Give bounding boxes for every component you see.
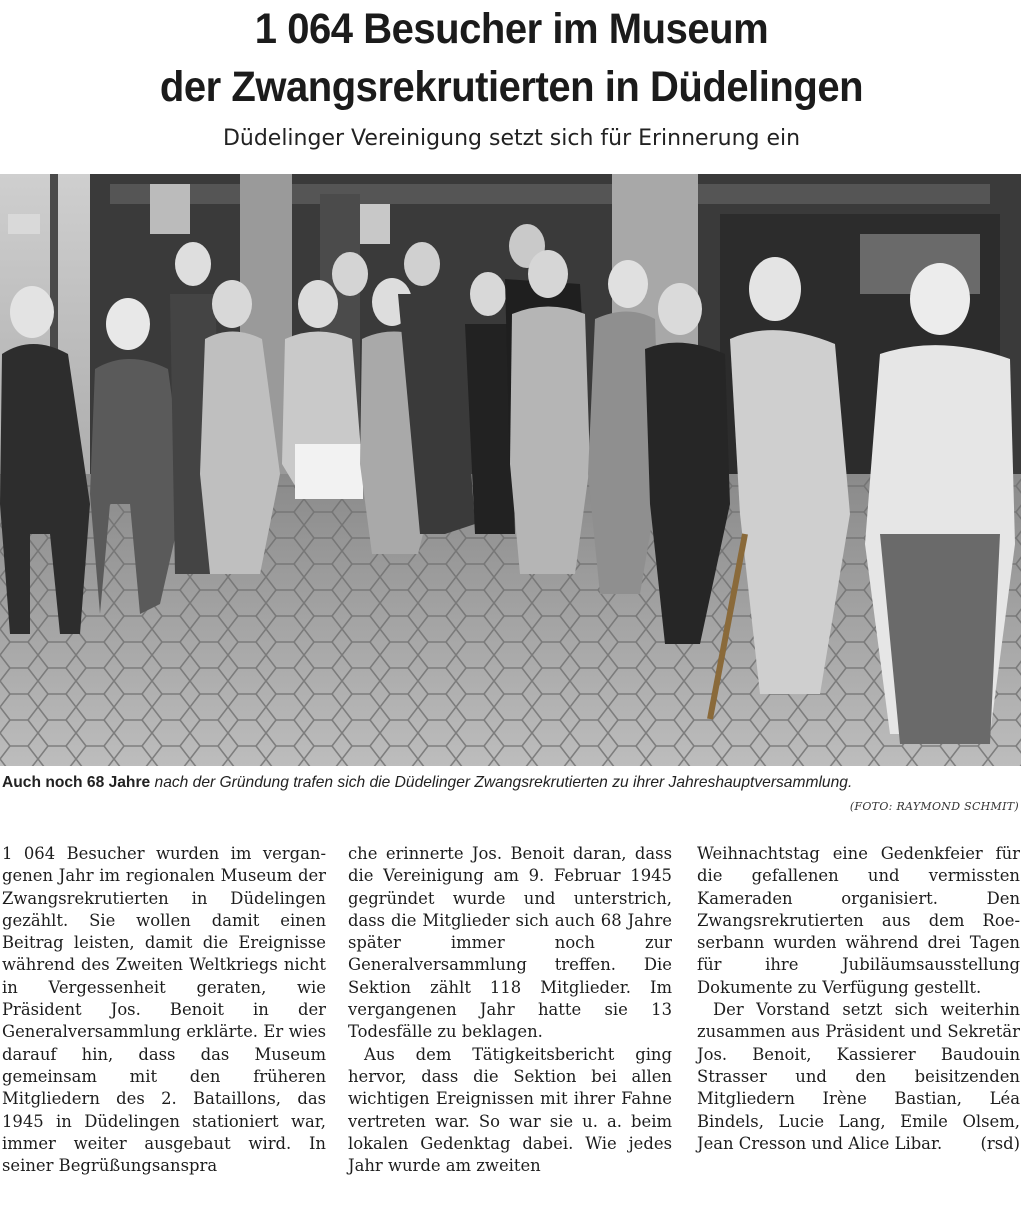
body-paragraph: 1 064 Besucher wurden im vergangenen Jahr im regionalen Museum der Zwangsrekrutierten in Düdelingen gezählt. Sie wollen damit einen Beitrag leisten, damit die Ereignisse während des Zweiten Weltkriegs nicht in Vergessenheit geraten, wie Präsident Jos. Benoit in der Generalversammlung erklärte. Er wies darauf hin, dass das Museum gemeinsam mit den früheren Mitgliedern des 2. Bataillons, das 1945 in Düdelingen stationiert war, immer weiter ausgebaut wird. In seiner Begrüßungsanspra	[2, 844, 326, 1176]
group-photo	[0, 174, 1021, 766]
caption-text: nach der Gründung trafen sich die Düdelinger Zwangsrekrutierten zu ihrer Jahreshauptversammlung.	[150, 774, 853, 791]
group-photo-illustration	[0, 174, 1021, 766]
body-paragraph: che erinnerte Jos. Benoit daran, dass die Vereinigung am 9. Februar 1945 gegründet wurde und unterstrich, dass die Mitglieder sich auch 68 Jahre später immer noch zur Generalversammlung treffen. Die Sektion zählt 118 Mitglieder. Im vergangenen Jahr hatte sie 13 Todesfälle zu beklagen.	[348, 844, 672, 1042]
author-signature: (rsd)	[980, 1133, 1020, 1153]
article-column-2	[348, 843, 672, 1177]
body-paragraph-text: Der Vorstand setzt sich weiterhin zusammen aus Präsident und Sekretär Jos. Benoit, Kassierer Baudouin Strasser und den beisitzenden Mitgliedern Irène Bastian, Léa Bindels, Lucie Lang, Emile Olsem, Jean Cresson und Alice Libar.	[697, 1000, 1020, 1153]
photo-credit: (FOTO: RAYMOND SCHMIT)	[849, 800, 1019, 813]
photo-caption	[2, 772, 1020, 793]
headline-line-1: 1 064 Besucher im Museum	[254, 5, 769, 53]
body-paragraph: Aus dem Tätigkeitsbericht ging hervor, dass die Sektion bei allen wichtigen Ereignissen mit ihrer Fahne vertreten war. So war sie u. a. beim lokalen Gedenktag dabei. Wie jedes Jahr wurde am zweiten	[348, 1044, 672, 1176]
article-column-1	[2, 843, 326, 1177]
headline-line-2: der Zwangsrekrutierten in Düdelingen	[159, 63, 864, 111]
article-column-3	[697, 843, 1020, 1155]
body-paragraph: Weihnachtstag eine Gedenkfeier für die gefallenen und vermissten Kameraden organisiert. Den Zwangsrekrutierten aus dem Roeserbann wurden während drei Tagen für ihre Jubiläumsausstellung Dokumente zu Verfügung gestellt.	[697, 844, 1020, 997]
caption-lead: Auch noch 68 Jahre	[2, 774, 151, 791]
body-paragraph	[697, 999, 1020, 1155]
subheadline: Düdelinger Vereinigung setzt sich für Erinnerung ein	[222, 126, 801, 151]
